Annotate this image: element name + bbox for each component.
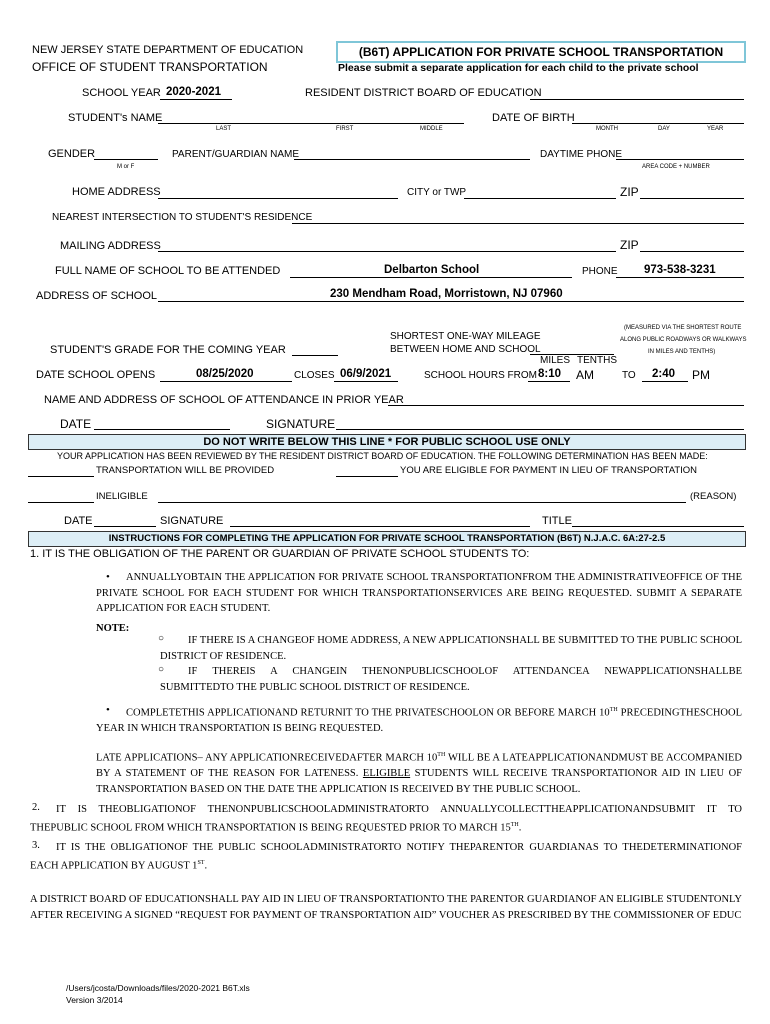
ineligible-check[interactable] xyxy=(28,502,94,503)
ineligible-text: INELIGIBLE xyxy=(96,491,148,502)
late-text-a: LATE APPLICATIONS– ANY APPLICATIONRECEIVEDAFTER MARCH 10 xyxy=(96,752,438,764)
school-year-label: SCHOOL YEAR xyxy=(82,87,161,99)
mailing-field[interactable] xyxy=(158,251,616,252)
school-name-label: FULL NAME OF SCHOOL TO BE ATTENDED xyxy=(55,265,281,277)
phone-line xyxy=(616,277,744,278)
hours-label: SCHOOL HOURS FROM xyxy=(424,370,537,381)
public-date-field[interactable] xyxy=(94,526,156,527)
prior-school-label: NAME AND ADDRESS OF SCHOOL OF ATTENDANCE IN PRIOR YEAR xyxy=(44,394,404,406)
hours-from-line xyxy=(528,381,570,382)
form-subtitle: Please submit a separate application for each child to the private school xyxy=(338,62,699,74)
note-1-text: IF THERE IS A CHANGEOF HOME ADDRESS, A NEW APPLICATIONSHALL BE SUBMITTED TO THE PUBLIC SCHOOL DISTRICT OF RESIDENCE. xyxy=(160,635,742,662)
public-signature-field[interactable] xyxy=(230,526,530,527)
closes-value[interactable]: 06/9/2021 xyxy=(340,368,392,380)
office-name: OFFICE OF STUDENT TRANSPORTATION xyxy=(32,60,268,74)
bullet-2-sup: TH xyxy=(609,707,618,713)
day-caption: DAY xyxy=(658,126,670,132)
eligible-payment-text: YOU ARE ELIGIBLE FOR PAYMENT IN LIEU OF TRANSPORTATION xyxy=(400,465,698,476)
grade-field[interactable] xyxy=(292,355,338,356)
home-address-field[interactable] xyxy=(158,198,398,199)
item-2-text-a: IT IS THEOBLIGATIONOF THENONPUBLICSCHOOLADMINISTRATORTO ANNUALLYCOLLECTTHEAPPLICATIONANDSUBMIT IT TO THEPUBLIC SCHOOL FROM WHICH TRANSPORTATION IS BEING REQUESTED PRIOR TO MARCH 15 xyxy=(30,804,742,833)
school-address-label: ADDRESS OF SCHOOL xyxy=(36,290,158,302)
footer-version: Version 3/2014 xyxy=(66,995,123,1005)
mailing-zip-label: ZIP xyxy=(620,238,639,252)
dob-label: DATE OF BIRTH xyxy=(492,112,575,124)
date-field[interactable] xyxy=(94,429,230,430)
late-sup: TH xyxy=(437,752,446,758)
m-or-f-caption: M or F xyxy=(117,164,135,170)
dob-field[interactable] xyxy=(572,123,744,124)
pm-label: PM xyxy=(692,368,710,382)
prior-school-field[interactable] xyxy=(388,405,744,406)
public-signature-label: SIGNATURE xyxy=(160,515,224,527)
month-caption: MONTH xyxy=(596,126,618,132)
aid-paragraph: A DISTRICT BOARD OF EDUCATIONSHALL PAY AID IN LIEU OF TRANSPORTATIONTO THE PARENTOR GUARDIANOF AN ELIGIBLE STUDENTONLY AFTER RECEIVING A SIGNED “REQUEST FOR PAYMENT OF TRANSPORTATION AID” VOUCHER AS PRESCRIBED BY THE COMMISSIONER OF EDUC xyxy=(30,894,742,921)
late-applications-text xyxy=(96,748,742,797)
date-label: DATE xyxy=(60,417,92,431)
item-2-sup: TH xyxy=(510,821,519,828)
late-text-b: WILL BE A LATEAPPLICATIONANDMUST BE ACCOMPANIED BY A STATEMENT OF THE REASON FOR LATENESS. xyxy=(96,752,742,779)
public-date-label: DATE xyxy=(64,515,93,527)
zip-field[interactable] xyxy=(640,198,744,199)
public-title-field[interactable] xyxy=(572,526,744,527)
school-year-value[interactable]: 2020-2021 xyxy=(166,86,221,98)
intersection-label: NEAREST INTERSECTION TO STUDENT'S RESIDENCE xyxy=(52,212,313,223)
form-title-box xyxy=(336,41,746,63)
item-3-number: 3. xyxy=(32,840,40,851)
school-address-line xyxy=(158,301,744,302)
instruction-item-1: 1. IT IS THE OBLIGATION OF THE PARENT OR GUARDIAN OF PRIVATE SCHOOL STUDENTS TO: xyxy=(30,548,530,560)
year-caption: YEAR xyxy=(707,126,724,132)
eligible-payment-check[interactable] xyxy=(336,476,398,477)
zip-label: ZIP xyxy=(620,185,639,199)
note-1-bullet: ○ xyxy=(158,633,165,644)
opens-value[interactable]: 08/25/2020 xyxy=(196,368,254,380)
school-name-value[interactable]: Delbarton School xyxy=(384,264,480,276)
resident-district-label: RESIDENT DISTRICT BOARD OF EDUCATION xyxy=(305,87,542,99)
note-2-bullet: ○ xyxy=(158,664,165,675)
students-name-field[interactable] xyxy=(158,123,464,124)
bullet-1: • xyxy=(106,571,110,583)
provided-text: TRANSPORTATION WILL BE PROVIDED xyxy=(96,465,275,476)
closes-line xyxy=(334,381,398,382)
item-3-end: . xyxy=(204,860,208,871)
intersection-field[interactable] xyxy=(292,223,744,224)
school-year-line xyxy=(160,99,232,100)
item-3-sup: ST xyxy=(197,859,205,866)
parent-field[interactable] xyxy=(294,159,530,160)
last-caption: LAST xyxy=(216,126,232,132)
tenths-caption: TENTHS xyxy=(577,355,617,366)
students-name-label: STUDENT's NAME xyxy=(68,112,163,124)
measured-line-1: (MEASURED VIA THE SHORTEST ROUTE xyxy=(624,325,742,331)
reason-label: (REASON) xyxy=(690,491,737,502)
mailing-zip-field[interactable] xyxy=(640,251,744,252)
item-2-number: 2. xyxy=(32,802,40,813)
late-eligible: ELIGIBLE xyxy=(362,768,411,779)
hours-from-value[interactable]: 8:10 xyxy=(538,368,562,380)
bullet-1-text: ANNUALLYOBTAIN THE APPLICATION FOR PRIVATE SCHOOL TRANSPORTATIONFROM THE ADMINISTRATIVEOFFICE OF THE PRIVATE SCHOOL FOR EACH STUDENT FOR WHICH TRANSPORTATIONSERVICES ARE BEING REQUESTED. SUBMIT A SEPARATE APPLICATION FOR EACH STUDENT. xyxy=(96,572,742,614)
to-label: TO xyxy=(622,370,636,381)
bullet-2-text xyxy=(96,703,742,737)
opens-line xyxy=(160,381,292,382)
item-2-end: . xyxy=(518,822,522,833)
reviewed-text: YOUR APPLICATION HAS BEEN REVIEWED BY THE RESIDENT DISTRICT BOARD OF EDUCATION. THE FOLLOWING DETERMINATION HAS BEEN MADE: xyxy=(57,451,708,461)
gender-field[interactable] xyxy=(94,159,158,160)
city-field[interactable] xyxy=(464,198,616,199)
grade-label: STUDENT'S GRADE FOR THE COMING YEAR xyxy=(50,344,286,356)
school-address-value[interactable]: 230 Mendham Road, Morristown, NJ 07960 xyxy=(330,288,563,300)
measured-line-2: ALONG PUBLIC ROADWAYS OR WALKWAYS xyxy=(620,337,747,343)
phone-value[interactable]: 973-538-3231 xyxy=(644,264,716,276)
closes-label: CLOSES xyxy=(294,370,335,381)
city-label: CITY or TWP xyxy=(407,187,467,198)
hours-to-value[interactable]: 2:40 xyxy=(652,368,676,380)
bullet-2-text-a: COMPLETETHIS APPLICATIONAND RETURNIT TO THE PRIVATESCHOOLON OR BEFORE MARCH 10 xyxy=(126,707,610,719)
mileage-label-2: BETWEEN HOME AND SCHOOL xyxy=(390,344,541,355)
bullet-2-text-b: PRECEDINGTHESCHOOL YEAR IN WHICH TRANSPORTATION IS BEING REQUESTED. xyxy=(96,707,742,734)
note-label: NOTE: xyxy=(96,623,130,634)
first-caption: FIRST xyxy=(336,126,354,132)
late-text-c: STUDENTS WILL RECEIVE TRANSPORTATIONOR AID IN LIEU OF TRANSPORTATION BASED ON THE DATE THE APPLICATION IS RECEIVED BY THE PUBLIC SCHOOL. xyxy=(96,768,743,795)
area-code-caption: AREA CODE + NUMBER xyxy=(642,164,710,170)
footer-file-path: /Users/jcosta/Downloads/files/2020-2021 B6T.xls xyxy=(66,983,250,993)
home-address-label: HOME ADDRESS xyxy=(72,186,161,198)
gender-label: GENDER xyxy=(48,148,96,160)
item-2-text xyxy=(30,802,742,836)
middle-caption: MIDDLE xyxy=(420,126,443,132)
bullet-2: • xyxy=(106,704,110,716)
signature-label: SIGNATURE xyxy=(266,417,336,431)
mailing-label: MAILING ADDRESS xyxy=(60,240,161,252)
note-2-text: IF THEREIS A CHANGEIN THENONPUBLICSCHOOLOF ATTENDANCEA NEWAPPLICATIONSHALLBE SUBMITTEDTO THE PUBLIC SCHOOL DISTRICT OF RESIDENCE. xyxy=(160,666,742,693)
hours-to-line xyxy=(642,381,688,382)
phone-label: PHONE xyxy=(582,266,618,277)
am-label: AM xyxy=(576,368,594,382)
resident-district-field[interactable] xyxy=(530,99,744,100)
parent-label: PARENT/GUARDIAN NAME xyxy=(172,149,300,160)
daytime-phone-field[interactable] xyxy=(616,159,744,160)
item-3-text xyxy=(30,840,742,874)
miles-caption: MILES xyxy=(540,355,571,366)
item-3-text-a: IT IS THE OBLIGATIONOF THE PUBLIC SCHOOLADMINISTRATORTO NOTIFY THEPARENTOR GUARDIANAS TO THEDETERMINATIONOF EACH APPLICATION BY AUGUST 1 xyxy=(30,842,742,871)
opens-label: DATE SCHOOL OPENS xyxy=(36,369,156,381)
public-use-bar: DO NOT WRITE BELOW THIS LINE * FOR PUBLIC SCHOOL USE ONLY xyxy=(28,434,746,450)
school-name-line xyxy=(290,277,572,278)
provided-check[interactable] xyxy=(28,476,94,477)
reason-field[interactable] xyxy=(158,502,686,503)
dept-name: NEW JERSEY STATE DEPARTMENT OF EDUCATION xyxy=(32,44,304,56)
instructions-bar: INSTRUCTIONS FOR COMPLETING THE APPLICATION FOR PRIVATE SCHOOL TRANSPORTATION (B6T) N.J.A.C. 6A:27-2.5 xyxy=(28,531,746,547)
signature-field[interactable] xyxy=(336,429,744,430)
daytime-phone-label: DAYTIME PHONE xyxy=(540,149,623,160)
public-title-label: TITLE xyxy=(542,515,572,527)
measured-line-3: IN MILES AND TENTHS) xyxy=(648,349,716,355)
mileage-label-1: SHORTEST ONE-WAY MILEAGE xyxy=(390,331,541,342)
form-title: (B6T) APPLICATION FOR PRIVATE SCHOOL TRANSPORTATION xyxy=(358,45,724,59)
